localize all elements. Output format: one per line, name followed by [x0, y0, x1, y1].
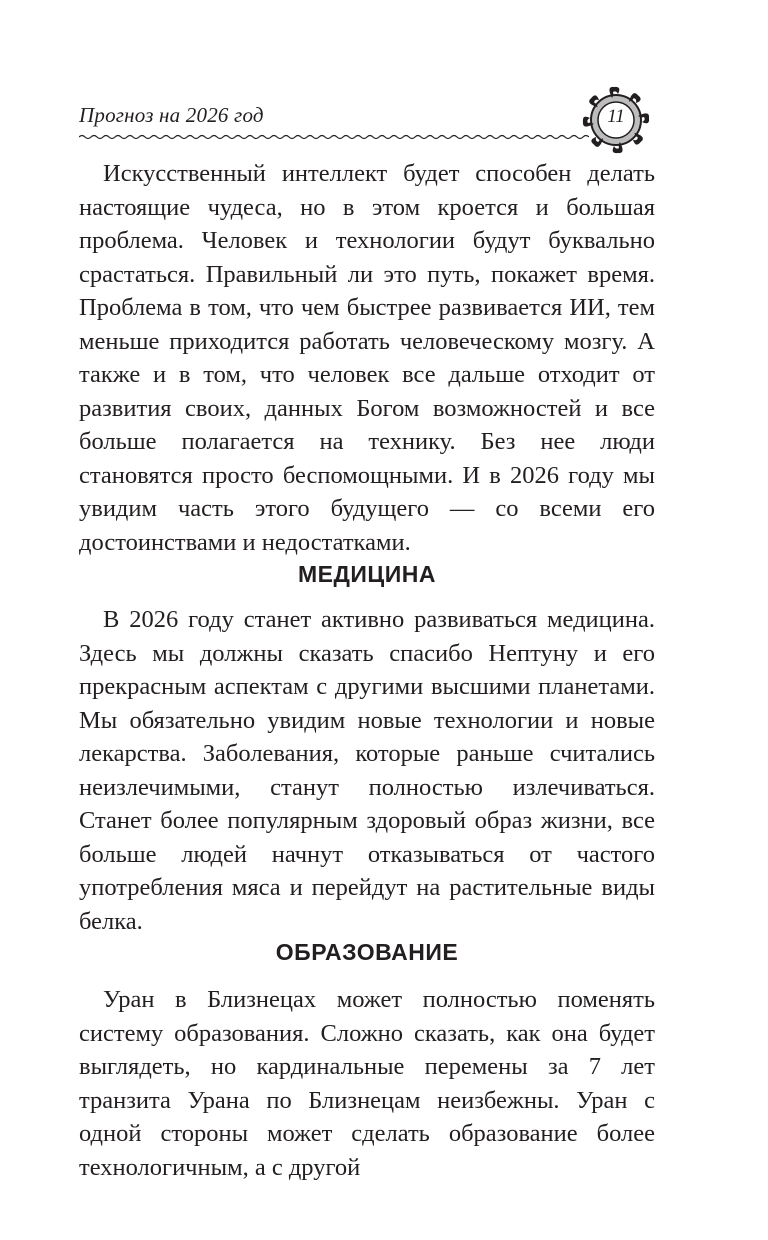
paragraph-education	[79, 983, 655, 1184]
paragraph-medicine	[79, 603, 655, 938]
page-number: 11	[607, 106, 625, 127]
paragraph-education-text: Уран в Близнецах может полностью поменять систему образования. Сложно сказать, как она будет выглядеть, но кардинальные перемены за 7 лет транзита Урана по Близнецам неизбежны. Уран с одной стороны может сделать образование более технологичным, а с другой	[79, 986, 655, 1181]
paragraph-ai	[79, 157, 655, 559]
heading-medicine: МЕДИЦИНА	[298, 561, 436, 587]
paragraph-medicine-text: В 2026 году станет активно развиваться медицина. Здесь мы должны сказать спасибо Нептуну и его прекрасным аспектам с другими высшими планетами. Мы обязательно увидим новые технологии и новые лекарства. Заболевания, которые раньше считались неизлечимыми, станут полностью излечиваться. Станет более популярным здоровый образ жизни, все больше людей начнут отказываться от частого употребления мяса и перейдут на растительные виды белка.	[79, 606, 655, 935]
heading-education: ОБРАЗОВАНИЕ	[275, 939, 459, 965]
header-wavy-rule	[79, 133, 589, 141]
running-title: Прогноз на 2026 год	[79, 103, 264, 127]
paragraph-ai-text: Искусственный интеллект будет способен делать настоящие чудеса, но в этом кроется и большая проблема. Человек и технологии будут буквально срастаться. Правильный ли это путь, покажет время. Проблема в том, что чем быстрее развивается ИИ, тем меньше приходится работать человеческому мозгу. А также и в том, что человек все дальше отходит от развития своих, данных Богом возможностей и все больше полагается на технику. Без нее люди становятся просто беспомощными. И в 2026 году мы увидим часть этого будущего — со всеми его достоинствами и недостатками.	[79, 160, 655, 556]
